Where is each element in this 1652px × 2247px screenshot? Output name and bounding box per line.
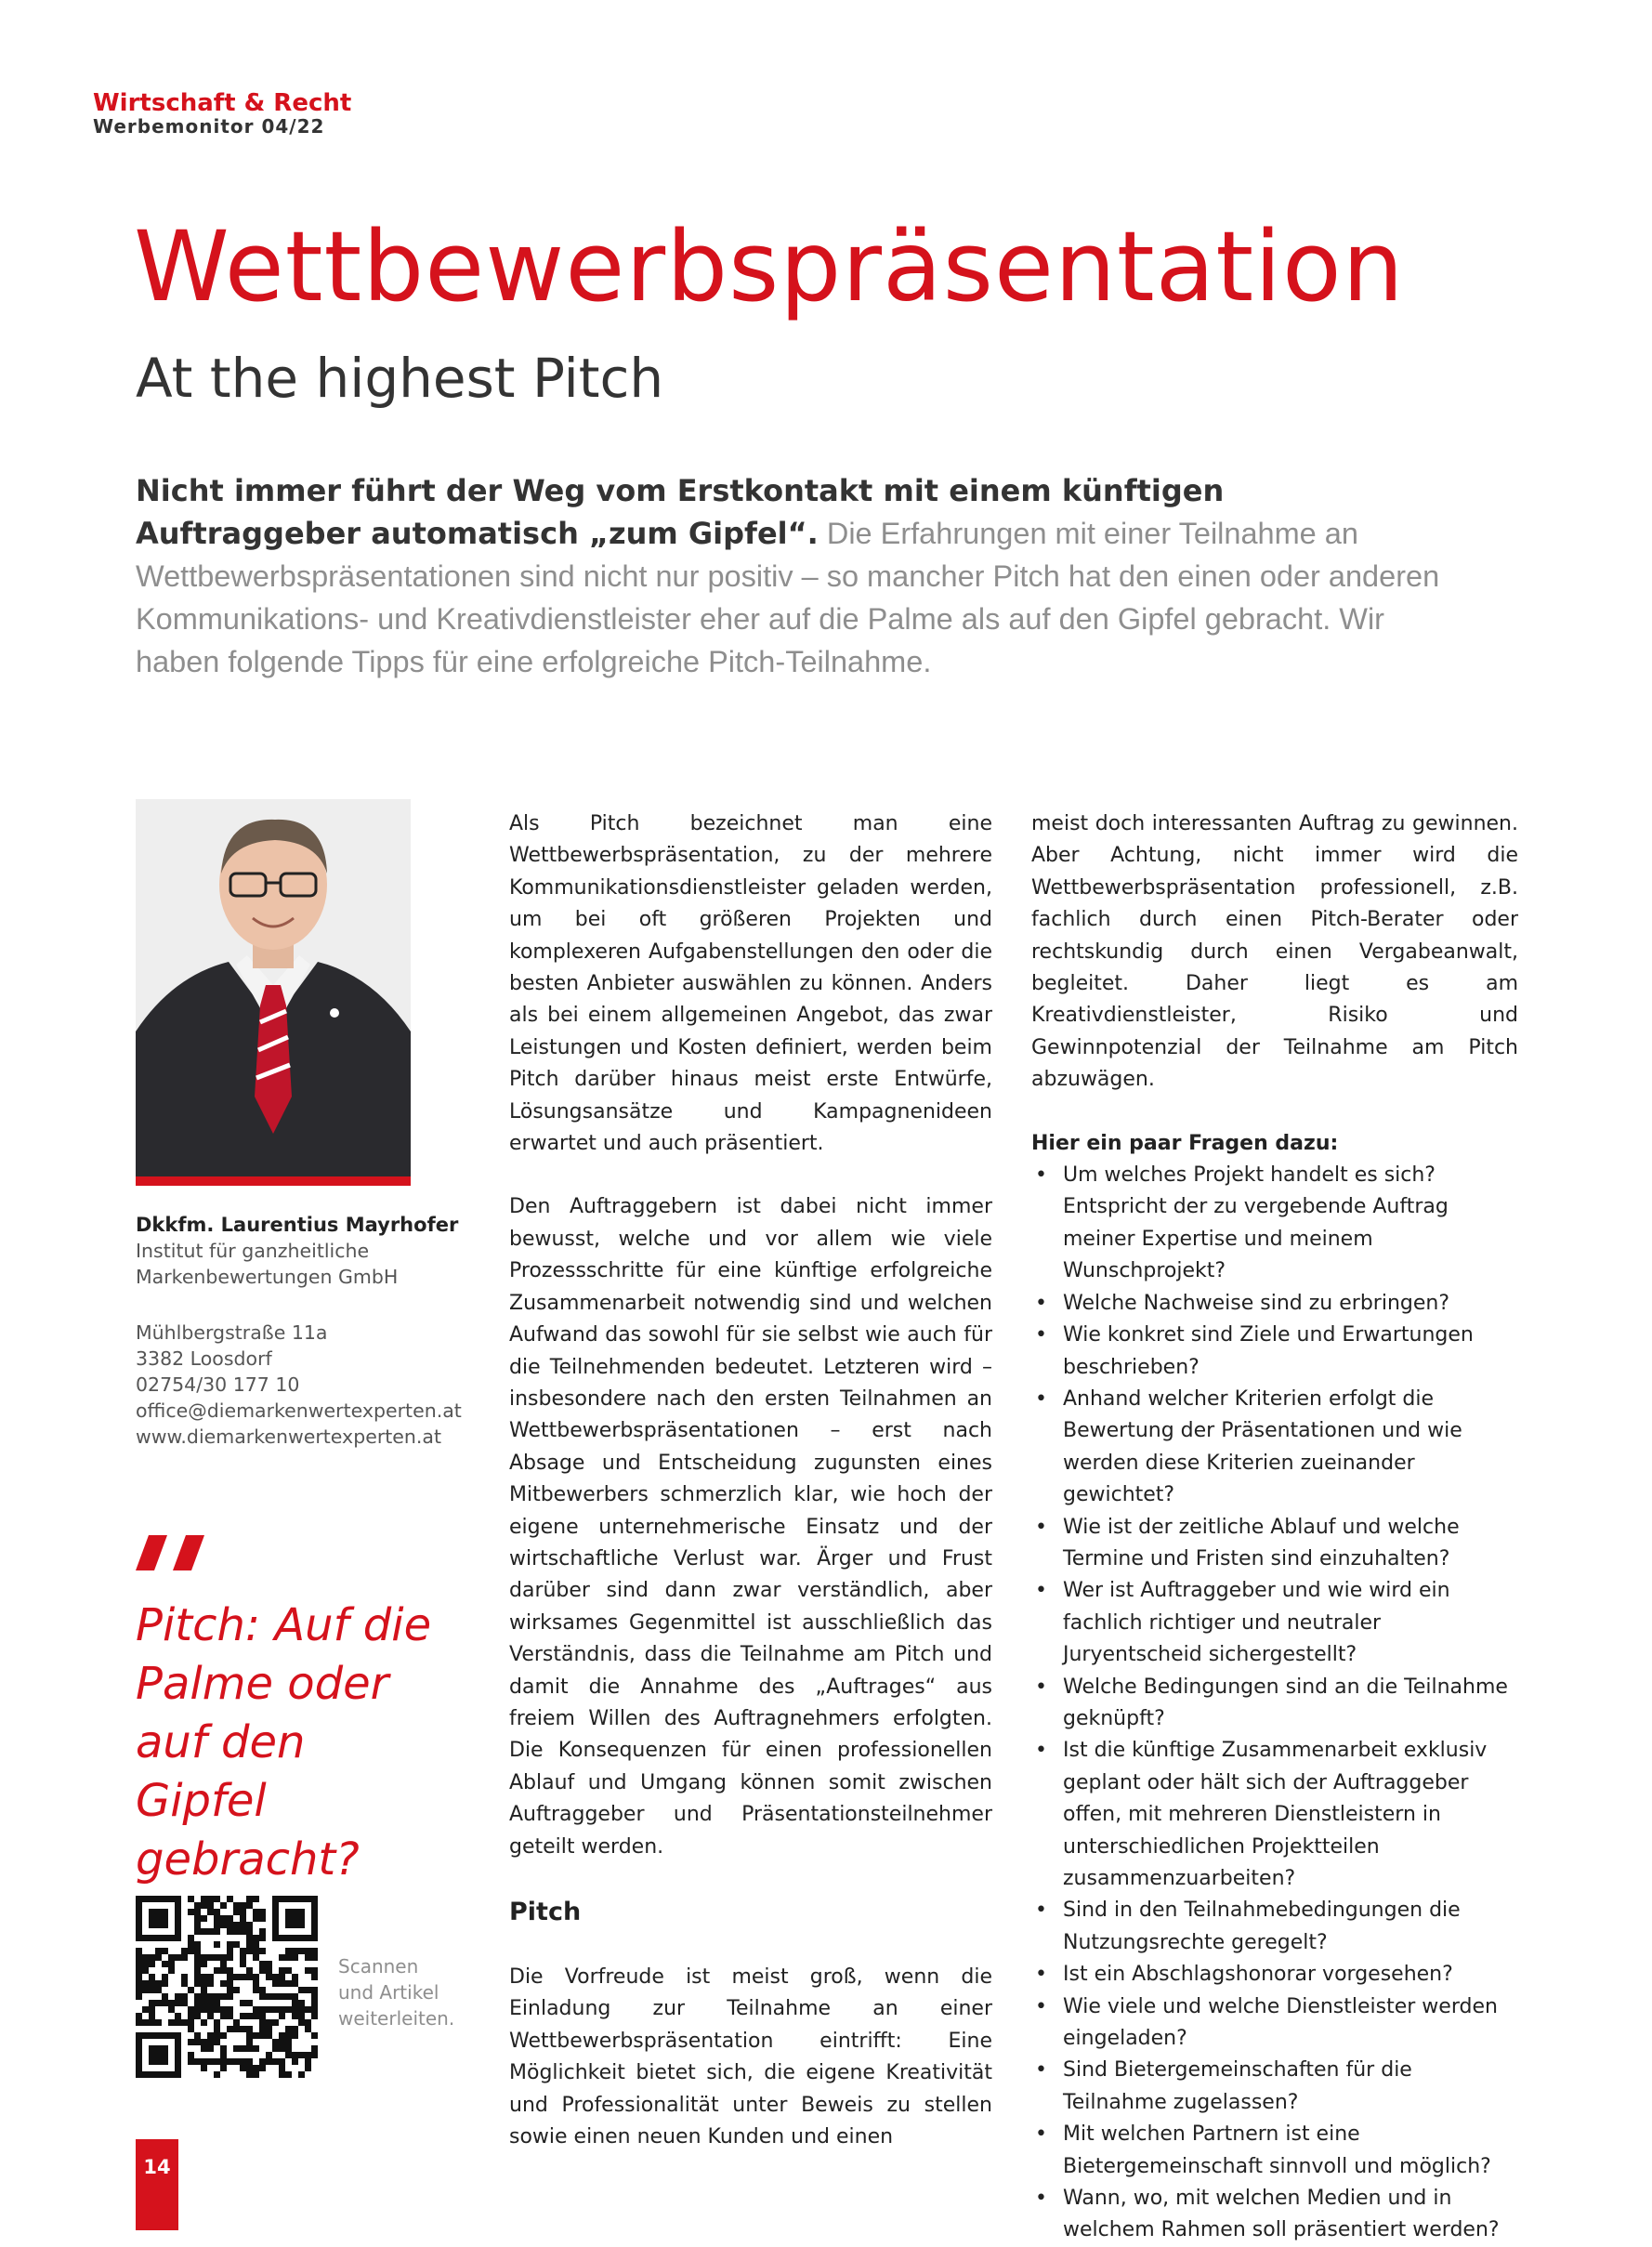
photo-accent-bar — [136, 1176, 411, 1186]
list-item: • Sind in den Teilnahmebedingungen die Nutzungsrechte geregelt? — [1063, 1895, 1518, 1959]
author-name: Dkkfm. Laurentius Mayrhofer — [136, 1214, 459, 1236]
article-lead — [136, 469, 1446, 683]
list-item: • Ist die künftige Zusammenarbeit exklusiv geplant oder hält sich der Auftraggeber offen, mit mehreren Dienstleistern in unterschiedlichen Projektteilen zusammenzuarbeiten? — [1063, 1735, 1518, 1895]
list-item: • Sind Bietergemeinschaften für die Teilnahme zugelassen? — [1063, 2055, 1518, 2119]
heading-pitch: Pitch — [509, 1898, 582, 1926]
list-item: • Wann, wo, mit welchen Medien und in welchem Rahmen soll präsentiert werden? — [1063, 2183, 1518, 2247]
list-item: • Anhand welcher Kriterien erfolgt die Bewertung der Präsentationen und wie werden diese Kriterien zueinander gewichtet? — [1063, 1384, 1518, 1512]
portrait-illustration — [136, 799, 411, 1182]
list-item: • Welche Nachweise sind zu erbringen? — [1063, 1288, 1518, 1320]
qr-code[interactable] — [136, 1896, 318, 2078]
qr-caption-line2: und Artikel — [338, 1981, 439, 2004]
body-paragraph-2: Den Auftraggebern ist dabei nicht immer bewusst, welche und vor allem wie viele Prozessschritte für eine künftige erfolgreiche Zusammenarbeit notwendig sind und welchen Aufwand das sowohl für sie selbst wie auch für die Teilnehmenden bedeutet. Letzteren wird – insbesondere nach den ersten Teilnahmen an Wettbewerbspräsentationen – erst nach Absage und Entscheidung zugunsten eines Mitbewerbers schmerzlich klar, wie hoch der eigene unternehmerische Einsatz und der wirtschaftliche Verlust war. Ärger und Frust darüber sind dann zwar verständlich, aber wirksames Gegenmittel ist ausschließlich das Verständnis, dass die Teilnahme am Pitch und damit die Annahme des „Auftrages“ aus freiem Willen des Auftragnehmers erfolgten. Die Konsequenzen für einen professionellen Ablauf und Umgang können somit zwischen Auftraggeber und Präsentationsteilnehmer geteilt werden. — [509, 1195, 992, 1859]
list-item: • Welche Bedingungen sind an die Teilnahme geknüpft? — [1063, 1672, 1518, 1736]
pull-quote: Pitch: Auf die Palme oder auf den Gipfel gebracht? — [136, 1599, 432, 1886]
qr-caption — [338, 1953, 468, 2031]
author-phone: 02754/30 177 10 — [136, 1373, 300, 1396]
page-number-tab — [136, 2139, 178, 2230]
issue-label: Werbemonitor 04/22 — [93, 115, 325, 138]
list-item: • Wie konkret sind Ziele und Erwartungen beschrieben? — [1063, 1320, 1518, 1384]
body-column-2 — [1031, 808, 1518, 2247]
author-org-line2: Markenbewertungen GmbH — [136, 1266, 399, 1288]
author-city: 3382 Loosdorf — [136, 1347, 272, 1370]
section-label: Wirtschaft & Recht — [93, 89, 352, 117]
article-title: Wettbewerbspräsentation — [134, 210, 1405, 323]
questions-list — [1031, 1160, 1518, 2247]
qr-caption-line1: Scannen — [338, 1955, 419, 1978]
author-email[interactable]: office@diemarkenwertexperten.at — [136, 1399, 462, 1422]
questions-heading: Hier ein paar Fragen dazu: — [1031, 1131, 1339, 1155]
body-column-1 — [509, 808, 992, 2153]
author-street: Mühlbergstraße 11a — [136, 1321, 328, 1344]
article-subtitle: At the highest Pitch — [136, 347, 664, 410]
lead-rest: Die Erfahrungen mit einer Teilnahme an Wettbewerbspräsentationen sind nicht nur positiv – so mancher Pitch hat den einen oder anderen Kommunikations- und Kreativdienstleister eher auf die Palme als auf den Gipfel gebracht. Wir haben folgende Tipps für eine erfolgreiche Pitch-Teilnahme. — [136, 517, 1440, 678]
body-paragraph-3: Die Vorfreude ist meist groß, wenn die Einladung zur Teilnahme an einer Wettbewerbspräsentation eintrifft: Eine Möglichkeit bietet sich, die eigene Kreativität und Professionalität unter Beweis zu stellen sowie einen neuen Kunden und einen — [509, 1965, 992, 2149]
qr-caption-line3: weiterleiten. — [338, 2007, 455, 2030]
author-photo — [136, 799, 411, 1182]
list-item: • Wer ist Auftraggeber und wie wird ein fachlich richtiger und neutraler Juryentscheid sichergestellt? — [1063, 1575, 1518, 1671]
body-paragraph-1: Als Pitch bezeichnet man eine Wettbewerbspräsentation, zu der mehrere Kommunikationsdienstleister geladen werden, um bei oft größeren Projekten und komplexeren Aufgabenstellungen den oder die besten Anbieter auswählen zu können. Anders als bei einem allgemeinen Angebot, das zwar Leistungen und Kosten definiert, werden beim Pitch darüber hinaus meist erste Entwürfe, Lösungsansätze und Kampagnenideen erwartet und auch präsentiert. — [509, 812, 992, 1156]
list-item: • Mit welchen Partnern ist eine Bietergemeinschaft sinnvoll und möglich? — [1063, 2119, 1518, 2183]
quote-mark-icon — [136, 1535, 206, 1574]
list-item: • Wie ist der zeitliche Ablauf und welche Termine und Fristen sind einzuhalten? — [1063, 1512, 1518, 1576]
lead-bold: Nicht immer führt der Weg vom Erstkontakt mit einem künftigen Auftraggeber automatisch „zum Gipfel“. — [136, 473, 1225, 551]
page-number: 14 — [143, 2156, 171, 2178]
author-org-line1: Institut für ganzheitliche — [136, 1240, 370, 1262]
list-item: • Um welches Projekt handelt es sich? Entspricht der zu vergebende Auftrag meiner Expertise und meinem Wunschprojekt? — [1063, 1160, 1518, 1288]
body-paragraph-4: meist doch interessanten Auftrag zu gewinnen. Aber Achtung, nicht immer wird die Wettbewerbspräsentation professionell, z.B. fachlich durch einen Pitch-Berater oder rechtskundig durch einen Vergabeanwalt, begleitet. Daher liegt es am Kreativdienstleister, Risiko und Gewinnpotenzial der Teilnahme am Pitch abzuwägen. — [1031, 812, 1518, 1092]
author-website[interactable]: www.diemarkenwertexperten.at — [136, 1426, 442, 1448]
list-item: • Ist ein Abschlagshonorar vorgesehen? — [1063, 1959, 1518, 1991]
list-item: • Wie viele und welche Dienstleister werden eingeladen? — [1063, 1991, 1518, 2056]
